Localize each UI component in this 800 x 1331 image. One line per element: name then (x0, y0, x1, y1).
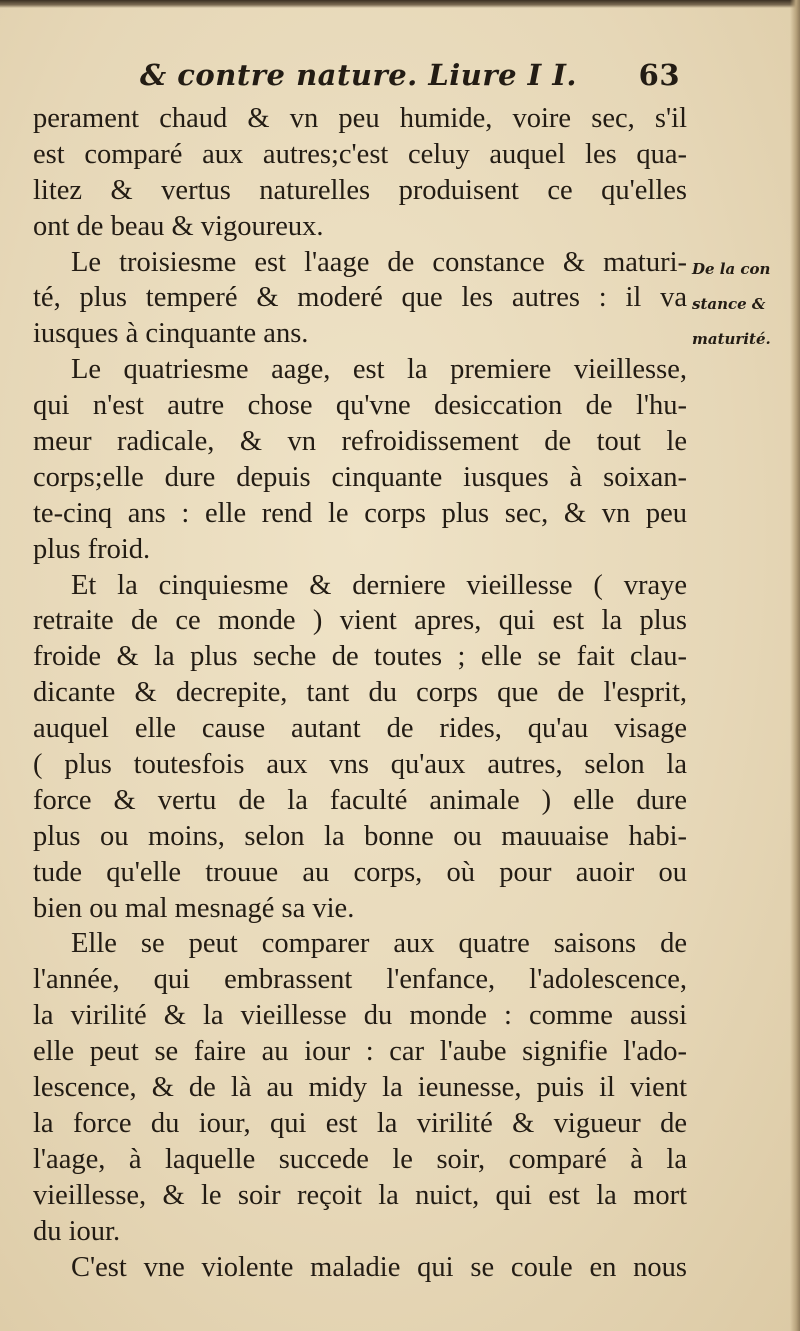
text-line: bien ou mal mesnagé sa vie. (33, 892, 355, 924)
text-line: Le troisiesme est l'aage de constance & maturi- (71, 246, 687, 278)
text-line: tude qu'elle trouue au corps, où pour auoir ou (33, 856, 687, 888)
text-line: vieillesse, & le soir reçoit la nuict, qui est la mort (33, 1179, 687, 1211)
text-line: force & vertu de la faculté animale ) elle dure (33, 784, 687, 816)
margin-note (692, 252, 792, 357)
text-line: te-cinq ans : elle rend le corps plus sec, & vn peu (33, 497, 687, 529)
text-line: plus ou moins, selon la bonne ou mauuaise habi- (33, 820, 687, 852)
text-line: est comparé aux autres;c'est celuy auquel les qua- (33, 138, 687, 170)
text-line: lescence, & de là au midy la ieunesse, puis il vient (33, 1072, 687, 1104)
margin-note-line: stance & (692, 295, 766, 313)
text-line: ont de beau & vigoureux. (33, 210, 324, 242)
text-line: froide & la plus seche de toutes ; elle se fait clau- (33, 641, 687, 673)
text-line: C'est vne violente maladie qui se coule en nous (71, 1251, 687, 1283)
text-line: ( plus toutesfois aux vns qu'aux autres, selon la (33, 749, 687, 781)
text-line: litez & vertus naturelles produisent ce qu'elles (33, 174, 687, 206)
margin-note-line: De la con (692, 260, 771, 278)
text-line: retraite de ce monde ) vient apres, qui est la plus (33, 605, 687, 637)
text-line: qui n'est autre chose qu'vne desiccation de l'hu- (33, 390, 687, 422)
text-line: plus froid. (33, 533, 151, 565)
body-text (33, 101, 687, 1285)
margin-note-line: maturité. (692, 330, 771, 348)
text-line: la virilité & la vieillesse du monde : comme aussi (33, 1000, 687, 1032)
text-line: iusques à cinquante ans. (33, 318, 309, 350)
text-line: té, plus temperé & moderé que les autres : il va (33, 282, 687, 314)
page-number: 63 (638, 58, 680, 92)
text-line: Elle se peut comparer aux quatre saisons de (71, 928, 687, 960)
text-line: meur radicale, & vn refroidissement de tout le (33, 426, 687, 458)
text-line: elle peut se faire au iour : car l'aube signifie l'ado- (33, 1036, 687, 1068)
text-line: corps;elle dure depuis cinquante iusques à soixan- (33, 461, 687, 493)
running-head-title: & contre nature. Liure I I. (140, 58, 578, 92)
page-right-edge (790, 0, 800, 1331)
page-top-edge (0, 0, 800, 8)
text-line: Et la cinquiesme & derniere vieillesse ( vraye (71, 569, 687, 601)
text-line: perament chaud & vn peu humide, voire sec, s'il (33, 103, 687, 134)
running-head (140, 58, 680, 98)
text-line: dicante & decrepite, tant du corps que de l'esprit, (33, 677, 687, 709)
text-line: auquel elle cause autant de rides, qu'au visage (33, 713, 687, 745)
text-line: la force du iour, qui est la virilité & vigueur de (33, 1107, 687, 1139)
text-line: Le quatriesme aage, est la premiere vieillesse, (71, 354, 687, 386)
text-line: l'année, qui embrassent l'enfance, l'adolescence, (33, 964, 687, 996)
text-line: l'aage, à laquelle succede le soir, comparé à la (33, 1143, 687, 1175)
text-line: du iour. (33, 1215, 121, 1247)
